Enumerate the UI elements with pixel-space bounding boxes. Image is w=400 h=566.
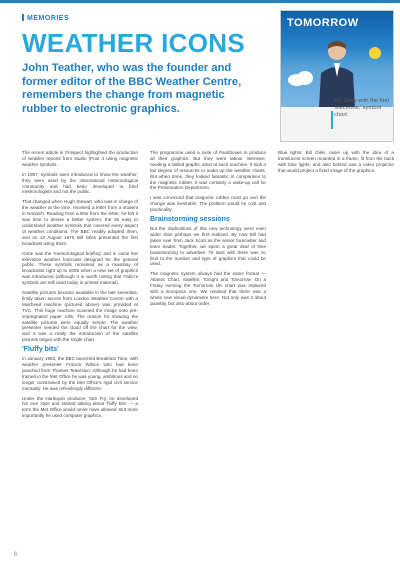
paragraph: The magnetic system always had the same format — Atlantic Chart, Satellite, Tonight and Tomorrow. On a Friday evening the Tomorrow UK chart was replaced with a European one. We realised that there was a whole new visual dynamism here. Not only was it about quantity, but also about order. xyxy=(150,271,266,306)
presenter-figure xyxy=(315,37,359,107)
paragraph: But the implications of this new technology were even wider than perhaps we first realised. By now Bill had taken over from Jack Scott as the senior forecaster and team leader. Together, we spent a great deal of time brainstorming to advertise. To start with there was no limit to the number and type of graphics that could be used. xyxy=(150,225,266,267)
sun-icon xyxy=(363,41,387,65)
article-standfirst: John Teather, who was the founder and former editor of the BBC Weather Centre, remembers the change from magnetic rubber to electronic graphics. xyxy=(22,62,242,115)
paragraph: Satellite pictures became available in the late seventies, firstly taken across from London Weather Centre with a Muirhead machine (pictured above) was provided at TVC. This huge machine scanned the image onto pre-impregnated paper rolls. The reason for showing the satellite pictures were equally simple. The weather presenter needed the cloud off the chart for the view; and it was a really the introduction of the satellite pictures began with the single chart. xyxy=(22,290,138,343)
section-tag xyxy=(22,14,69,22)
paragraph: The programme used a suite of Paintboxes to produce all their graphics. But they were labour intensive, needing a skilled graphic artist at each machine. It took a fair degree of resources to make up the weather charts. But when done, they looked fantastic in comparison to the magnetic rubber. It was certainly a wake-up call for the Presentation Department. xyxy=(150,150,266,191)
paragraph: Under the Harlequin producer, Tam Fry, he developed his own style and started talking about 'fluffy bits' — a term the Met Office would never have allowed. But more importantly he used computer graphics. xyxy=(22,395,138,419)
column-1 xyxy=(22,150,138,423)
photo-frame xyxy=(280,10,394,142)
page-number: 6 xyxy=(14,552,18,558)
section-label: MEMORIES xyxy=(27,15,70,22)
cloud-icon xyxy=(287,69,315,87)
paragraph: Gone was the 'meteorological briefing' and in came live television weather forecasts designed for the general public. These symbols remained as a mainstay of broadcasts right up to 2005 when a new set of graphics was introduced (although it is worth noting that Fabio's symbols are still used today in printed material). xyxy=(22,250,138,286)
article-title: WEATHER ICONS xyxy=(22,28,245,58)
column-2 xyxy=(150,150,266,311)
paragraph: That changed when Hugh Stewart, who was in charge of the weather at the time, received a letter from a student in Norwich. Reading from a little from the letter, he felt it was time to devise a better system; the 36 easy to understand weather symbols that covered every aspect of weather conditions. The BBC readily adopted them, and on 10 August 1975 Bill Giles presented the first broadcast using them. xyxy=(22,199,138,246)
subheading: Brainstorming sessions xyxy=(150,216,230,224)
paragraph: The recent article in Prospect highlighted the production of weather reports from studio (Pool 4 using magnetic weather symbols. xyxy=(22,150,138,167)
caption-marker xyxy=(331,111,333,129)
paragraph: Blue lights: Bill Giles came up with the idea of a translucent screen mounted in a frame, lit from the back with blue lights, and also behind was a video projector that would project a fixed image of the graphics. xyxy=(278,150,394,173)
photo-label: TOMORROW xyxy=(287,17,359,29)
photo-caption: Bill Giles with the first 'electronic' symbol chart xyxy=(334,98,390,118)
subheading: 'Fluffy bits' xyxy=(22,346,59,354)
weather-chart-photo xyxy=(281,11,393,107)
header-bar xyxy=(0,0,400,3)
column-3 xyxy=(278,150,394,178)
paragraph: In 1967, symbols were introduced to show the weather; they were used by the international meteorological community and had been developed to brief meteorologists and not the public. xyxy=(22,171,138,195)
paragraph: I was convinced that magnetic rubber must go and the change was inevitable. The problem would be cost and practicality. xyxy=(150,195,266,213)
article-body xyxy=(22,150,394,552)
paragraph: In January 1983, the BBC launched Breakfast Time, with weather presenter Francis Wilson who had been poached from Thames Television. Although he had been trained in the Met Office he was young, ambitious and no longer constrained by the Met Office's rigid civil service mentality. He was refreshingly different. xyxy=(22,356,138,391)
